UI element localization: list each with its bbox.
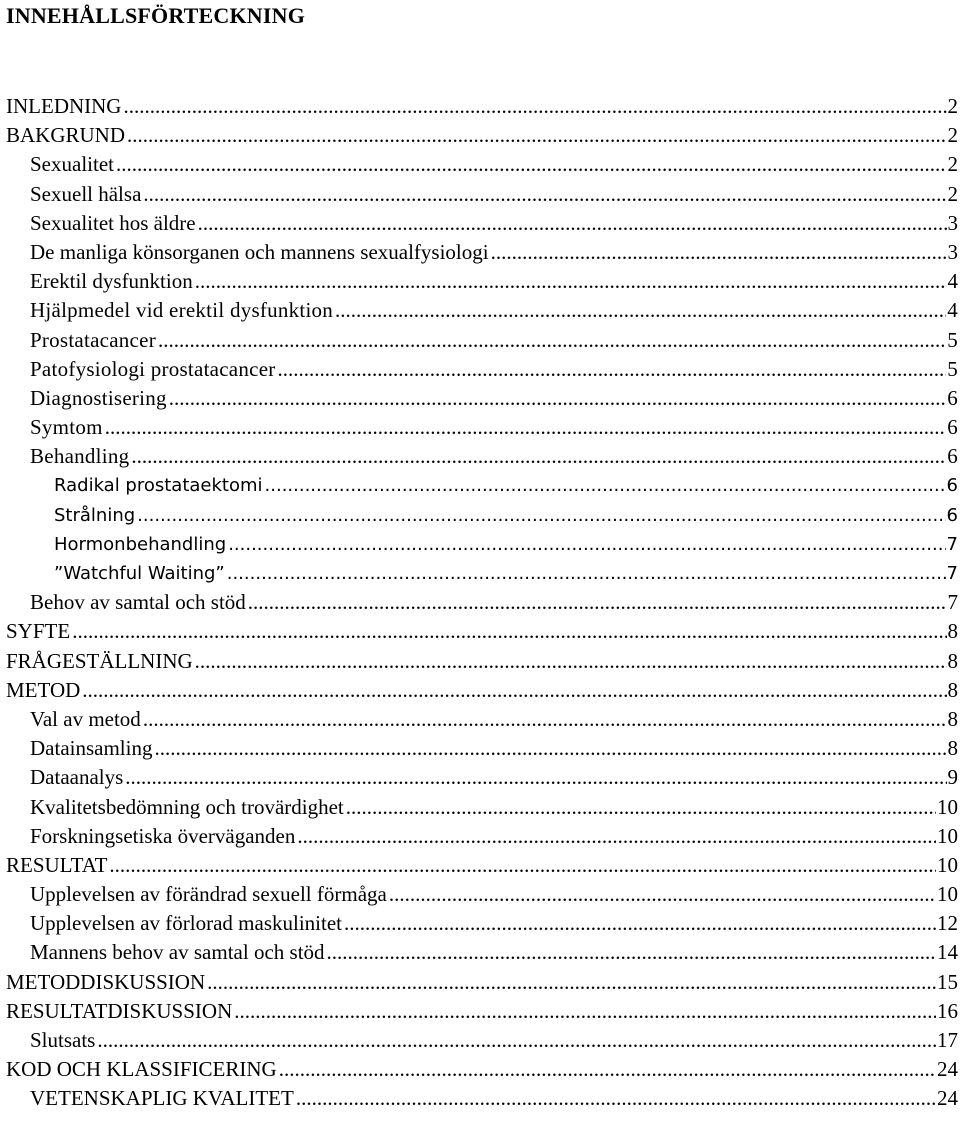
toc-entry-forandrad-sexuell-formaga[interactable] (0, 880, 958, 909)
toc-entry-label: RESULTATDISKUSSION (6, 998, 233, 1023)
toc-entry-metod[interactable] (0, 676, 958, 705)
toc-dot-leader (228, 530, 945, 559)
toc-entry-label: Hjälpmedel vid erektil dysfunktion (30, 298, 334, 323)
toc-dot-leader (234, 997, 936, 1026)
toc-dot-leader (97, 1026, 936, 1055)
toc-dot-leader (265, 471, 946, 500)
toc-entry-label: RESULTAT (6, 852, 108, 877)
toc-dot-leader (131, 442, 946, 471)
toc-dot-leader (296, 1084, 936, 1113)
toc-dot-leader (207, 968, 936, 997)
toc-page-number: 4 (947, 298, 958, 323)
toc-entry-label: Datainsamling (30, 736, 153, 761)
toc-dot-leader (335, 296, 946, 325)
toc-entry-label: Diagnostisering (30, 385, 167, 410)
toc-entry-erektil-dysfunktion[interactable] (0, 267, 958, 296)
toc-page-number: 10 (937, 823, 958, 848)
toc-entry-metoddiskussion[interactable] (0, 968, 958, 997)
toc-heading: INNEHÅLLSFÖRTECKNING (6, 3, 306, 28)
toc-entry-resultatdiskussion[interactable] (0, 997, 958, 1026)
toc-page-number: 8 (947, 648, 958, 673)
toc-page-number: 14 (937, 940, 958, 965)
toc-page-number: 10 (937, 794, 958, 819)
toc-entry-label: KOD OCH KLASSIFICERING (6, 1057, 277, 1082)
toc-entry-vetenskaplig-kvalitet[interactable] (0, 1084, 958, 1113)
toc-entry-radikal-prostataektomi[interactable] (0, 471, 958, 500)
toc-entry-inledning[interactable] (0, 92, 958, 121)
toc-dot-leader (279, 1055, 936, 1084)
toc-entry-label: FRÅGESTÄLLNING (6, 648, 193, 673)
toc-entry-label: Slutsats (30, 1028, 96, 1052)
toc-entry-label: METOD (6, 677, 81, 702)
toc-page-number: 9 (947, 765, 958, 790)
toc-entry-label: Sexualitet (30, 152, 114, 177)
toc-entry-label: Patofysiologi prostatacancer (30, 356, 276, 381)
toc-page-number: 3 (947, 210, 958, 235)
toc-entry-label: Behov av samtal och stöd (30, 590, 246, 615)
toc-dot-leader (491, 238, 947, 267)
toc-entry-label: Prostatacancer (30, 327, 156, 352)
toc-dot-leader (127, 121, 946, 150)
toc-dot-leader (344, 909, 936, 938)
toc-page-number: 8 (947, 677, 958, 702)
toc-entry-label: Val av metod (30, 706, 141, 731)
toc-entry-behov-av-samtal[interactable] (0, 588, 958, 617)
toc-dot-leader (109, 851, 936, 880)
toc-page-number: 4 (947, 269, 958, 294)
toc-dot-leader (143, 705, 947, 734)
toc-dot-leader (72, 617, 946, 646)
toc-entry-stralning[interactable] (0, 501, 958, 530)
toc-page-number: 5 (947, 327, 958, 352)
toc-page-number: 6 (947, 415, 958, 440)
toc-entry-watchful-waiting[interactable] (0, 559, 958, 588)
toc-entry-datainsamling[interactable] (0, 734, 958, 763)
toc-page-number: 8 (947, 706, 958, 731)
toc-entry-hjalpmedel[interactable] (0, 296, 958, 325)
toc-entry-label: Symtom (30, 415, 103, 440)
toc-entry-mannens-behov[interactable] (0, 938, 958, 967)
toc-entry-label: Upplevelsen av förlorad maskulinitet (30, 911, 342, 936)
toc-entry-label: Upplevelsen av förändrad sexuell förmåga (30, 882, 387, 907)
toc-dot-leader (137, 501, 945, 530)
toc-dot-leader (195, 647, 947, 676)
toc-dot-leader (389, 880, 936, 909)
toc-entry-sexuell-halsa[interactable] (0, 180, 958, 209)
toc-page-number: 6 (947, 385, 958, 410)
toc-entry-label: BAKGRUND (6, 123, 126, 148)
toc-page-number: 2 (947, 94, 958, 118)
toc-entry-label: Strålning (54, 504, 136, 526)
toc-page-number: 5 (947, 356, 958, 381)
toc-entry-behandling[interactable] (0, 442, 958, 471)
toc-entry-label: Behandling (30, 444, 130, 469)
toc-entry-prostatacancer[interactable] (0, 326, 958, 355)
toc-page-number: 7 (947, 590, 958, 615)
toc-dot-leader (116, 150, 947, 179)
toc-dot-leader (195, 267, 947, 296)
toc-entry-label: METODDISKUSSION (6, 969, 206, 994)
toc-entry-syfte[interactable] (0, 617, 958, 646)
toc-dot-leader (169, 384, 947, 413)
toc-entry-hormonbehandling[interactable] (0, 530, 958, 559)
toc-entry-label: Sexualitet hos äldre (30, 210, 196, 235)
toc-dot-leader (198, 209, 947, 238)
toc-entry-label: ”Watchful Waiting” (54, 563, 225, 584)
toc-page-number: 10 (937, 882, 958, 907)
toc-dot-leader (143, 180, 946, 209)
toc-page-number: 6 (946, 475, 958, 497)
toc-page-number: 2 (947, 152, 958, 177)
toc-page-number: 8 (947, 736, 958, 761)
toc-page-number: 17 (937, 1028, 958, 1052)
toc-entry-sexualitet[interactable] (0, 150, 958, 179)
toc-page-number: 24 (937, 1086, 958, 1111)
toc-page-number: 6 (947, 444, 958, 469)
toc-entry-val-av-metod[interactable] (0, 705, 958, 734)
toc-entry-label: SYFTE (6, 619, 71, 644)
toc-entry-label: Kvalitetsbedömning och trovärdighet (30, 794, 344, 819)
toc-dot-leader (82, 676, 946, 705)
toc-entry-label: Forskningsetiska överväganden (30, 823, 296, 848)
toc-dot-leader (227, 559, 946, 588)
toc-entry-label: Sexuell hälsa (30, 181, 142, 206)
toc-page-number: 24 (937, 1057, 958, 1082)
toc-page-number: 3 (947, 239, 958, 264)
toc-entry-label: VETENSKAPLIG KVALITET (30, 1086, 294, 1111)
toc-page-number: 7 (946, 533, 958, 555)
toc-entry-label: Mannens behov av samtal och stöd (30, 940, 325, 965)
toc-dot-leader (297, 822, 936, 851)
toc-entry-label: De manliga könsorganen och mannens sexualfysiologi (30, 239, 489, 264)
toc-entry-sexualitet-hos-aldre[interactable] (0, 209, 958, 238)
toc-page-number: 15 (937, 969, 958, 994)
toc-dot-leader (154, 734, 946, 763)
toc-entry-label: Erektil dysfunktion (30, 269, 193, 294)
toc-dot-leader (278, 355, 947, 384)
toc-entry-label: Hormonbehandling (54, 533, 227, 555)
toc-page-number: 8 (947, 619, 958, 644)
toc-dot-leader (158, 326, 946, 355)
toc-dot-leader (105, 413, 947, 442)
toc-page-number: 7 (946, 563, 958, 584)
toc-page-number: 2 (947, 123, 958, 148)
toc-entry-manliga-konsorganen[interactable] (0, 238, 958, 267)
toc-entry-kvalitetsbedomning[interactable] (0, 793, 958, 822)
toc-entry-forskningsetiska[interactable] (0, 822, 958, 851)
toc-entry-fragestallning[interactable] (0, 647, 958, 676)
toc-page-number: 2 (947, 181, 958, 206)
toc-dot-leader (125, 763, 946, 792)
toc-entry-symtom[interactable] (0, 413, 958, 442)
toc-entry-label: Dataanalys (30, 765, 124, 790)
toc-dot-leader (248, 588, 947, 617)
toc-entry-forlorad-maskulinitet[interactable] (0, 909, 958, 938)
table-of-contents (0, 92, 958, 1114)
toc-entry-label: INLEDNING (6, 94, 122, 118)
toc-entry-resultat[interactable] (0, 851, 958, 880)
toc-dot-leader (327, 938, 936, 967)
toc-page-number: 16 (937, 998, 958, 1023)
toc-entry-slutsats[interactable] (0, 1026, 958, 1055)
toc-entry-kod-och-klassificering[interactable] (0, 1055, 958, 1084)
toc-page-number: 6 (946, 504, 958, 526)
toc-entry-label: Radikal prostataektomi (54, 475, 263, 497)
toc-entry-patofysiologi[interactable] (0, 355, 958, 384)
toc-entry-diagnostisering[interactable] (0, 384, 958, 413)
toc-page-number: 12 (937, 911, 958, 936)
toc-page-number: 10 (937, 852, 958, 877)
toc-dot-leader (346, 793, 936, 822)
toc-dot-leader (123, 92, 946, 121)
toc-entry-dataanalys[interactable] (0, 763, 958, 792)
toc-entry-bakgrund[interactable] (0, 121, 958, 150)
